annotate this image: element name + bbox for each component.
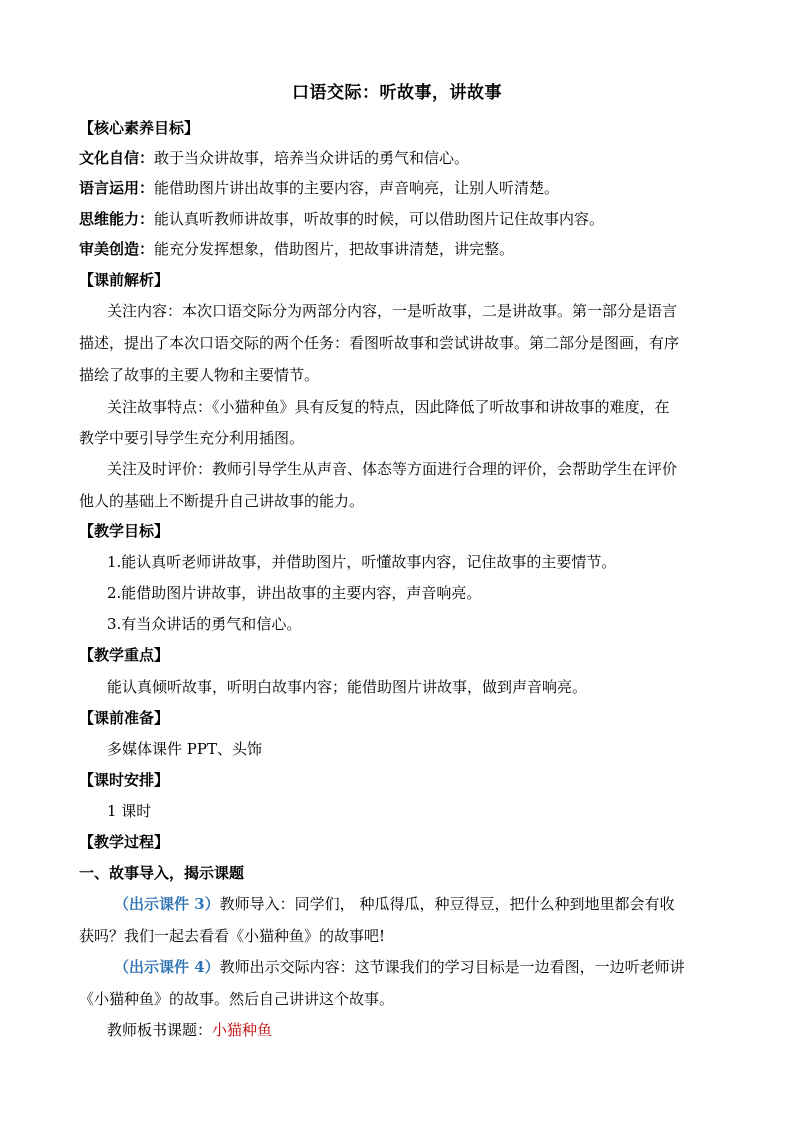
preparation-text: 多媒体课件 PPT、头饰 [107, 740, 262, 758]
pre-analysis-heading: 【课前解析】 [79, 271, 170, 289]
process-section-title: 一、故事导入，揭示课题 [79, 864, 245, 882]
core-goal-thinking [79, 209, 719, 229]
core-goal-language [79, 178, 719, 198]
teaching-goal-item: 2.能借助图片讲故事，讲出故事的主要内容，声音响亮。 [107, 584, 482, 602]
key-points-text: 能认真倾听故事，听明白故事内容；能借助图片讲故事，做到声音响亮。 [107, 678, 588, 696]
process-paragraph [114, 957, 754, 977]
core-goals-heading: 【核心素养目标】 [79, 119, 200, 137]
board-writing [107, 1020, 747, 1040]
process-heading: 【教学过程】 [79, 833, 170, 851]
pre-analysis-line: 描述，提出了本次口语交际的两个任务：看图听故事和尝试讲故事。第二部分是图画，有序 [79, 334, 680, 352]
process-paragraph [114, 894, 754, 914]
paragraph-text: 教师导入：同学们， 种瓜得瓜，种豆得豆，把什么种到地里都会有收 [219, 895, 675, 913]
key-points-heading: 【教学重点】 [79, 646, 170, 664]
core-goal-label: 语言运用： [79, 179, 155, 197]
process-paragraph-cont: 获吗？我们一起去看看《小猫种鱼》的故事吧! [79, 927, 386, 945]
schedule-heading: 【课时安排】 [79, 771, 170, 789]
core-goal-label: 文化自信： [79, 149, 155, 167]
core-goal-culture [79, 148, 719, 168]
core-goal-label: 思维能力： [79, 210, 155, 228]
core-goal-aesthetic [79, 239, 719, 259]
pre-analysis-line: 关注内容：本次口语交际分为两部分内容，一是听故事，二是讲故事。第一部分是语言 [107, 302, 678, 320]
teaching-goal-item: 1.能认真听老师讲故事，并借助图片，听懂故事内容，记住故事的主要情节。 [107, 553, 617, 571]
preparation-heading: 【课前准备】 [79, 709, 170, 727]
document-title: 口语交际：听故事，讲故事 [292, 83, 502, 103]
courseware-tag: （出示课件 4） [114, 958, 220, 976]
core-goal-text: 能借助图片讲出故事的主要内容，声音响亮，让别人听清楚。 [154, 179, 560, 197]
core-goal-text: 能充分发挥想象，借助图片，把故事讲清楚，讲完整。 [154, 240, 515, 258]
core-goal-text: 敢于当众讲故事，培养当众讲话的勇气和信心。 [154, 149, 470, 167]
pre-analysis-line: 教学中要引导学生充分利用插图。 [79, 429, 305, 447]
process-paragraph-cont: 《小猫种鱼》的故事。然后自己讲讲这个故事。 [79, 990, 395, 1008]
board-title: 小猫种鱼 [212, 1021, 273, 1039]
pre-analysis-line: 关注故事特点：《小猫种鱼》具有反复的特点，因此降低了听故事和讲故事的难度，在 [107, 398, 670, 416]
board-label: 教师板书课题： [107, 1021, 213, 1039]
schedule-text: 1 课时 [107, 802, 152, 820]
teaching-goals-heading: 【教学目标】 [79, 522, 170, 540]
pre-analysis-line: 关注及时评价：教师引导学生从声音、体态等方面进行合理的评价，会帮助学生在评价 [107, 460, 678, 478]
pre-analysis-line: 他人的基础上不断提升自己讲故事的能力。 [79, 492, 365, 510]
core-goal-text: 能认真听教师讲故事，听故事的时候，可以借助图片记住故事内容。 [154, 210, 605, 228]
core-goal-label: 审美创造： [79, 240, 155, 258]
paragraph-text: 教师出示交际内容：这节课我们的学习目标是一边看图，一边听老师讲 [219, 958, 685, 976]
courseware-tag: （出示课件 3） [114, 895, 220, 913]
teaching-goal-item: 3.有当众讲话的勇气和信心。 [107, 615, 302, 633]
pre-analysis-line: 描绘了故事的主要人物和主要情节。 [79, 366, 320, 384]
